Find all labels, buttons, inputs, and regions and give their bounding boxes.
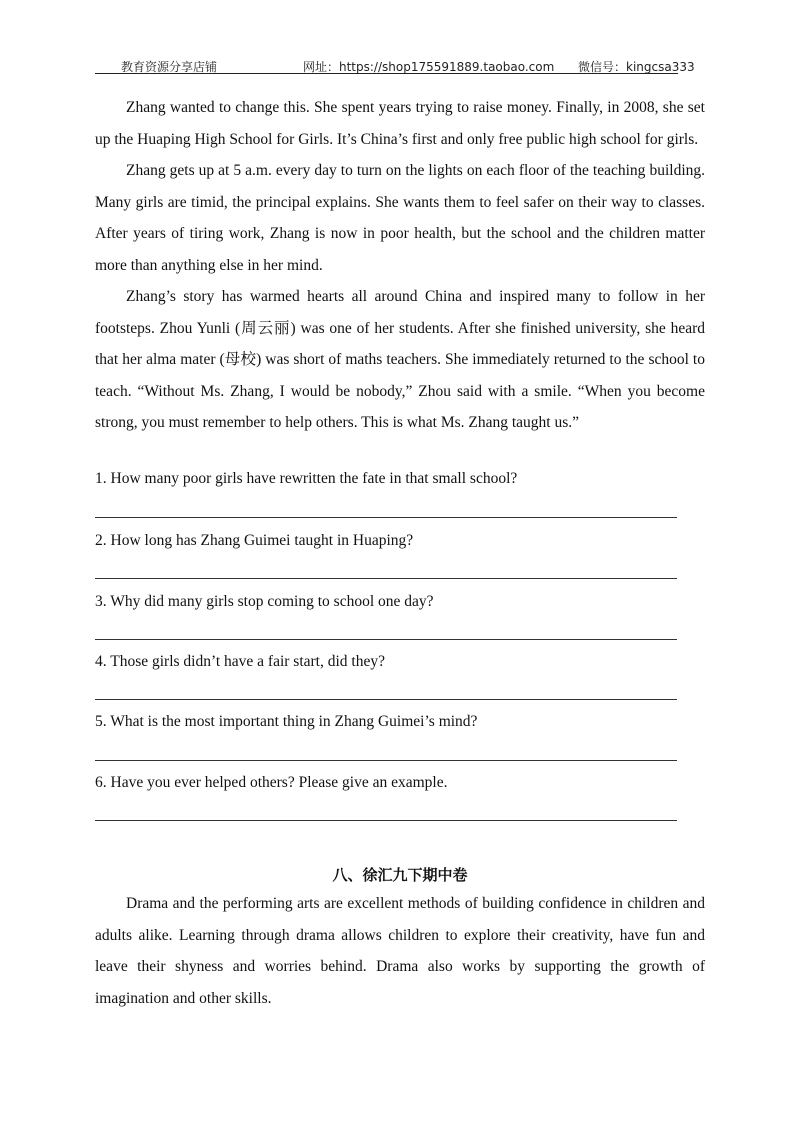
header-shop-name: 教育资源分享店铺: [121, 60, 218, 74]
passage-paragraph-2: Zhang gets up at 5 a.m. every day to turn on the lights on each floor of the teaching building. Many girls are timid, the principal explains. She wants them to feel safer on their way to classes. After years of tiring work, Zhang is now in poor health, but the school and the children matter more than anything else in her mind.: [95, 162, 705, 274]
question-4: 4. Those girls didn’t have a fair start, did they?: [95, 653, 385, 670]
header-url: 网址：https://shop175591889.taobao.com: [303, 60, 555, 74]
section-paragraph: Drama and the performing arts are excellent methods of building confidence in children and adults alike. Learning through drama allows children to explore their creativity, have fun and leave their shyness and worries behind. Drama also works by supporting the growth of imagination and other skills.: [95, 895, 705, 1007]
answer-line-4[interactable]: [95, 699, 677, 700]
section-title: 八、徐汇九下期中卷: [332, 866, 468, 884]
passage-paragraph-3: Zhang’s story has warmed hearts all around China and inspired many to follow in her footsteps. Zhou Yunli (周云丽) was one of her students. After she finished university, she heard that her alma mater (母校) was short of maths teachers. She immediately returned to the school to teach. “Without Ms. Zhang, I would be nobody,” Zhou said with a smile. “When you become strong, you must remember to help others. This is what Ms. Zhang taught us.”: [95, 288, 705, 431]
answer-line-3[interactable]: [95, 639, 677, 640]
answer-line-6[interactable]: [95, 820, 677, 821]
question-2: 2. How long has Zhang Guimei taught in Huaping?: [95, 532, 414, 549]
page-header: [95, 56, 695, 74]
header-wechat: 微信号：kingcsa333: [578, 60, 695, 74]
question-3: 3. Why did many girls stop coming to school one day?: [95, 593, 434, 610]
reading-passage: [95, 92, 705, 439]
answer-line-2[interactable]: [95, 578, 677, 579]
answer-line-5[interactable]: [95, 760, 677, 761]
question-5: 5. What is the most important thing in Zhang Guimei’s mind?: [95, 713, 478, 730]
passage-paragraph-1: Zhang wanted to change this. She spent years trying to raise money. Finally, in 2008, she set up the Huaping High School for Girls. It’s China’s first and only free public high school for girls.: [95, 99, 705, 148]
header-divider: [95, 73, 678, 74]
question-6: 6. Have you ever helped others? Please give an example.: [95, 774, 448, 791]
section-passage: [95, 888, 705, 1014]
question-1: 1. How many poor girls have rewritten the fate in that small school?: [95, 470, 518, 487]
answer-line-1[interactable]: [95, 517, 677, 518]
